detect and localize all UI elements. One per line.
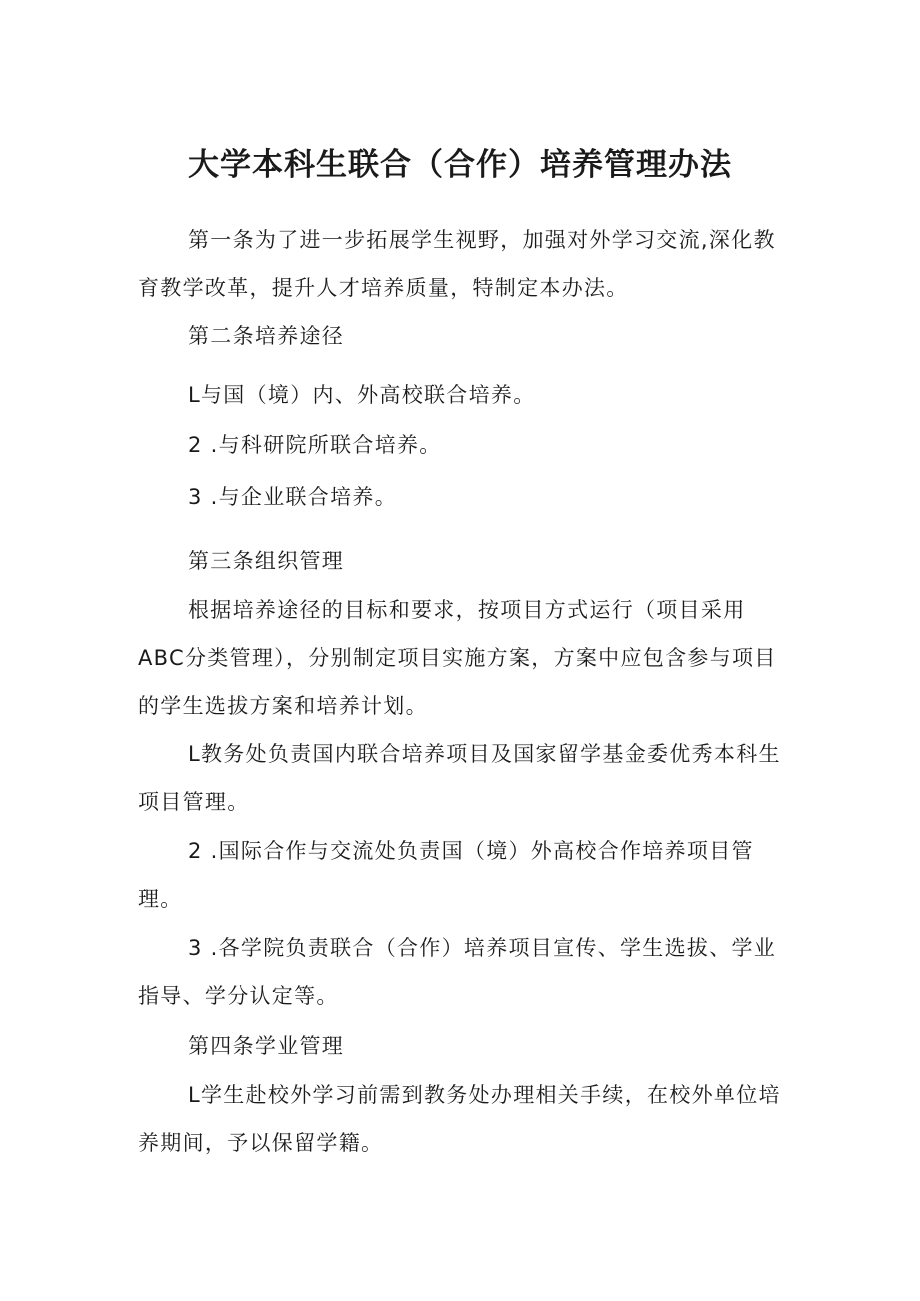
article-2-heading: 第二条培养途径 [188,324,345,348]
article-2-item-3: 3 .与企业联合培养。 [188,485,398,509]
document-title: 大学本科生联合（合作）培养管理办法 [188,147,732,183]
article-2-item-2: 2 .与科研院所联合培养。 [188,433,442,457]
article-4-heading: 第四条学业管理 [188,1034,345,1058]
article-3-item-2: 2 .国际合作与交流处负责国（境）外高校合作培养项目管理。 [138,839,754,911]
article-4-item-1: L学生赴校外学习前需到教务处办理相关手续，在校外单位培养期间，予以保留学籍。 [138,1083,781,1155]
article-3-item-1: L教务处负责国内联合培养项目及国家留学基金委优秀本科生项目管理。 [138,742,781,814]
article-2-item-1: L与国（境）内、外高校联合培养。 [188,383,536,407]
article-3-heading: 第三条组织管理 [188,549,345,573]
article-3-item-3: 3 .各学院负责联合（合作）培养项目宣传、学生选拔、学业指导、学分认定等。 [138,936,777,1008]
article-3-intro-paragraph: 根据培养途径的目标和要求，按项目方式运行（项目采用ABC分类管理），分别制定项目实施方案，方案中应包含参与项目的学生选拔方案和培养计划。 [138,598,777,718]
article-1-paragraph: 第一条为了进一步拓展学生视野，加强对外学习交流,深化教育教学改革，提升人才培养质量，特制定本办法。 [138,228,776,300]
